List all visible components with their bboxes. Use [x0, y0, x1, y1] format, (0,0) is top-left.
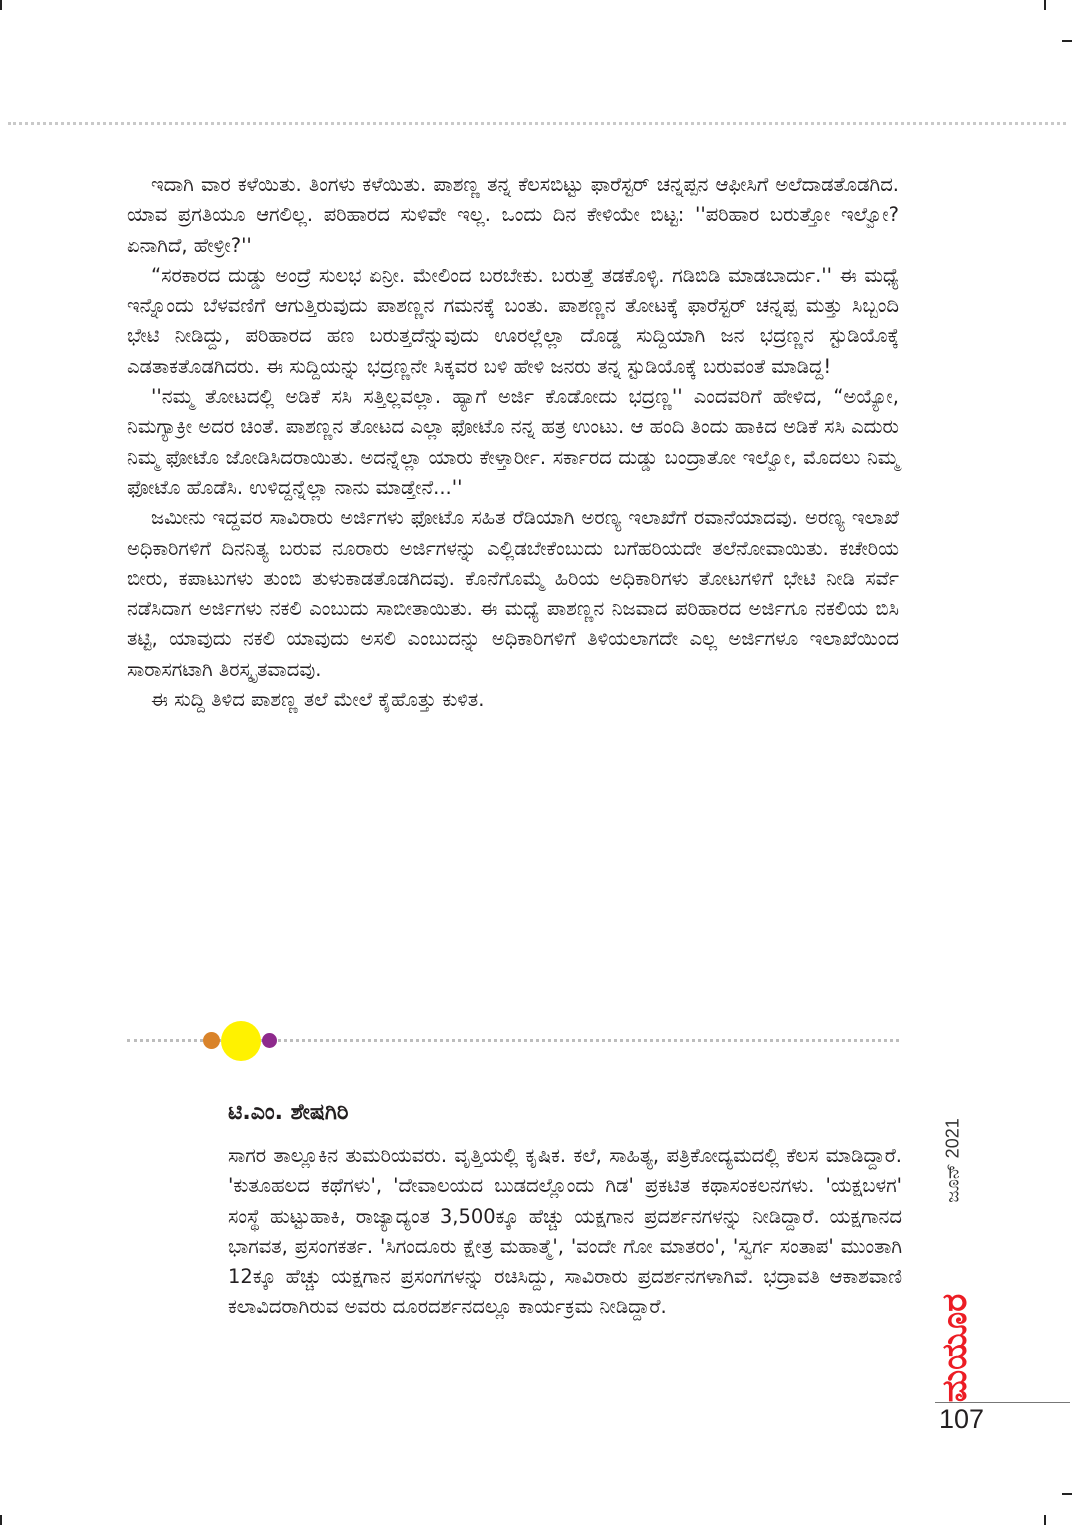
crop-mark-right-upper — [1062, 40, 1072, 42]
orange-dot-ornament — [203, 1032, 220, 1049]
story-paragraph: ಜಮೀನು ಇದ್ದವರ ಸಾವಿರಾರು ಅರ್ಜಿಗಳು ಫೋಟೊ ಸಹಿತ ರೆಡಿಯಾಗಿ ಅರಣ್ಯ ಇಲಾಖೆಗೆ ರವಾನೆಯಾದವು. ಅರಣ್ಯ ಇಲಾಖೆ ಅಧಿಕಾರಿಗಳಿಗೆ ದಿನನಿತ್ಯ ಬರುವ ನೂರಾರು ಅರ್ಜಿಗಳನ್ನು ಎಲ್ಲಿಡಬೇಕೆಂಬುದು ಬಗೆಹರಿಯದೇ ತಲೆನೋವಾಯಿತು. ಕಚೇರಿಯ ಬೀರು, ಕಪಾಟುಗಳು ತುಂಬಿ ತುಳುಕಾಡತೊಡಗಿದವು. ಕೊನೆಗೊಮ್ಮೆ ಹಿರಿಯ ಅಧಿಕಾರಿಗಳು ತೋಟಗಳಿಗೆ ಭೇಟಿ ನೀಡಿ ಸರ್ವೆ ನಡೆಸಿದಾಗ ಅರ್ಜಿಗಳು ನಕಲಿ ಎಂಬುದು ಸಾಬೀತಾಯಿತು. ಈ ಮಧ್ಯೆ ಪಾಶಣ್ಣನ ನಿಜವಾದ ಪರಿಹಾರದ ಅರ್ಜಿಗೂ ನಕಲಿಯ ಬಿಸಿ ತಟ್ಟಿ, ಯಾವುದು ನಕಲಿ ಯಾವುದು ಅಸಲಿ ಎಂಬುದನ್ನು ಅಧಿಕಾರಿಗಳಿಗೆ ತಿಳಿಯಲಾಗದೇ ಎಲ್ಲ ಅರ್ಜಿಗಳೂ ಇಲಾಖೆಯಿಂದ ಸಾರಾಸಗಟಾಗಿ ತಿರಸ್ಕೃತವಾದವು. — [127, 506, 899, 681]
crop-mark-bottom-left — [0, 1515, 2, 1525]
crop-mark-bottom-right — [1044, 1515, 1046, 1525]
magazine-logo-text: ಮಯೂರ — [935, 1293, 975, 1403]
page-number: 107 — [939, 1404, 985, 1434]
story-paragraph: ಇದಾಗಿ ವಾರ ಕಳೆಯಿತು. ತಿಂಗಳು ಕಳೆಯಿತು. ಪಾಶಣ್ಣ ತನ್ನ ಕೆಲಸಬಿಟ್ಟು ಫಾರೆಸ್ಟರ್ ಚನ್ನಪ್ಪನ ಆಫೀಸಿಗೆ ಅಲೆದಾಡತೊಡಗಿದ. ಯಾವ ಪ್ರಗತಿಯೂ ಆಗಲಿಲ್ಲ. ಪರಿಹಾರದ ಸುಳಿವೇ ಇಲ್ಲ. ಒಂದು ದಿನ ಕೇಳಿಯೇ ಬಿಟ್ಟ: ''ಪರಿಹಾರ ಬರುತ್ತೋ ಇಲ್ವೋ? ಏನಾಗಿದೆ, ಹೇಳ್ರೀ?'' — [127, 173, 899, 257]
issue-date-text: ಜೂನ್ 2021 — [942, 1118, 963, 1203]
crop-mark-top-right — [1044, 0, 1046, 10]
purple-dot-ornament — [262, 1033, 277, 1048]
crop-mark-top-left — [0, 0, 2, 10]
crop-mark-right-lower — [1062, 1493, 1072, 1495]
author-bio: ಸಾಗರ ತಾಲ್ಲೂಕಿನ ತುಮರಿಯವರು. ವೃತ್ತಿಯಲ್ಲಿ ಕೃಷಿಕ. ಕಲೆ, ಸಾಹಿತ್ಯ, ಪತ್ರಿಕೋದ್ಯಮದಲ್ಲಿ ಕೆಲಸ ಮಾಡಿದ್ದಾರೆ. 'ಕುತೂಹಲದ ಕಥೆಗಳು', 'ದೇವಾಲಯದ ಬುಡದಲ್ಲೊಂದು ಗಿಡ' ಪ್ರಕಟಿತ ಕಥಾಸಂಕಲನಗಳು. 'ಯಕ್ಷಬಳಗ' ಸಂಸ್ಥೆ ಹುಟ್ಟುಹಾಕಿ, ರಾಜ್ಯಾದ್ಯಂತ 3,500ಕ್ಕೂ ಹೆಚ್ಚು ಯಕ್ಷಗಾನ ಪ್ರದರ್ಶನಗಳನ್ನು ನೀಡಿದ್ದಾರೆ. ಯಕ್ಷಗಾನದ ಭಾಗವತ, ಪ್ರಸಂಗಕರ್ತ. 'ಸಿಗಂದೂರು ಕ್ಷೇತ್ರ ಮಹಾತ್ಮೆ', 'ವಂದೇ ಗೋ ಮಾತರಂ', 'ಸ್ವರ್ಗ ಸಂತಾಪ' ಮುಂತಾಗಿ 12ಕ್ಕೂ ಹೆಚ್ಚು ಯಕ್ಷಗಾನ ಪ್ರಸಂಗಗಳನ್ನು ರಚಿಸಿದ್ದು, ಸಾವಿರಾರು ಪ್ರದರ್ಶನಗಳಾಗಿವೆ. ಭದ್ರಾವತಿ ಆಕಾಶವಾಣಿ ಕಲಾವಿದರಾಗಿರುವ ಅವರು ದೂರದರ್ಶನದಲ್ಲೂ ಕಾರ್ಯಕ್ರಮ ನೀಡಿದ್ದಾರೆ. — [228, 1144, 902, 1319]
story-paragraph: “ಸರಕಾರದ ದುಡ್ಡು ಅಂದ್ರೆ ಸುಲಭ ಏನ್ರೀ. ಮೇಲಿಂದ ಬರಬೇಕು. ಬರುತ್ತೆ ತಡಕೊಳ್ಳಿ. ಗಡಿಬಿಡಿ ಮಾಡಬಾರ್ದು.'' ಈ ಮಧ್ಯೆ ಇನ್ನೊಂದು ಬೆಳವಣಿಗೆ ಆಗುತ್ತಿರುವುದು ಪಾಶಣ್ಣನ ಗಮನಕ್ಕೆ ಬಂತು. ಪಾಶಣ್ಣನ ತೋಟಕ್ಕೆ ಫಾರೆಸ್ಟರ್ ಚನ್ನಪ್ಪ ಮತ್ತು ಸಿಬ್ಬಂದಿ ಭೇಟಿ ನೀಡಿದ್ದು, ಪರಿಹಾರದ ಹಣ ಬರುತ್ತದೆನ್ನುವುದು ಊರಲ್ಲೆಲ್ಲಾ ದೊಡ್ಡ ಸುದ್ದಿಯಾಗಿ ಜನ ಭದ್ರಣ್ಣನ ಸ್ಟುಡಿಯೊಕ್ಕೆ ಎಡತಾಕತೊಡಗಿದರು. ಈ ಸುದ್ದಿಯನ್ನು ಭದ್ರಣ್ಣನೇ ಸಿಕ್ಕವರ ಬಳಿ ಹೇಳಿ ಜನರು ತನ್ನ ಸ್ಟುಡಿಯೊಕ್ಕೆ ಬರುವಂತೆ ಮಾಡಿದ್ದ! — [127, 263, 899, 378]
story-paragraph: ''ನಮ್ಮ ತೋಟದಲ್ಲಿ ಅಡಿಕೆ ಸಸಿ ಸತ್ತಿಲ್ಲವಲ್ಲಾ. ಹ್ಯಾಗೆ ಅರ್ಜಿ ಕೊಡೋದು ಭದ್ರಣ್ಣ'' ಎಂದವರಿಗೆ ಹೇಳಿದ, “ಅಯ್ಯೋ, ನಿಮಗ್ಯಾಕ್ರೀ ಅದರ ಚಿಂತೆ. ಪಾಶಣ್ಣನ ತೋಟದ ಎಲ್ಲಾ ಫೋಟೊ ನನ್ನ ಹತ್ರ ಉಂಟು. ಆ ಹಂದಿ ತಿಂದು ಹಾಕಿದ ಅಡಿಕೆ ಸಸಿ ಎದುರು ನಿಮ್ಮ ಫೋಟೊ ಜೋಡಿಸಿದರಾಯಿತು. ಅದನ್ನೆಲ್ಲಾ ಯಾರು ಕೇಳ್ತಾರ್ರೀ. ಸರ್ಕಾರದ ದುಡ್ಡು ಬಂದ್ರಾತೋ ಇಲ್ವೋ, ಮೊದಲು ನಿಮ್ಮ ಫೋಟೊ ಹೊಡೆಸಿ. ಉಳಿದ್ದನ್ನೆಲ್ಲಾ ನಾನು ಮಾಡ್ತೇನೆ...'' — [127, 385, 899, 499]
story-body — [127, 170, 899, 715]
top-dotted-rule — [8, 122, 1066, 125]
page-number-rule — [935, 1402, 1070, 1403]
story-paragraph: ಈ ಸುದ್ದಿ ತಿಳಿದ ಪಾಶಣ್ಣ ತಲೆ ಮೇಲೆ ಕೈಹೊತ್ತು ಕುಳಿತ. — [151, 688, 485, 712]
author-name: ಟಿ.ಎಂ. ಶೇಷಗಿರಿ — [228, 1100, 349, 1125]
yellow-dot-ornament — [221, 1021, 261, 1061]
